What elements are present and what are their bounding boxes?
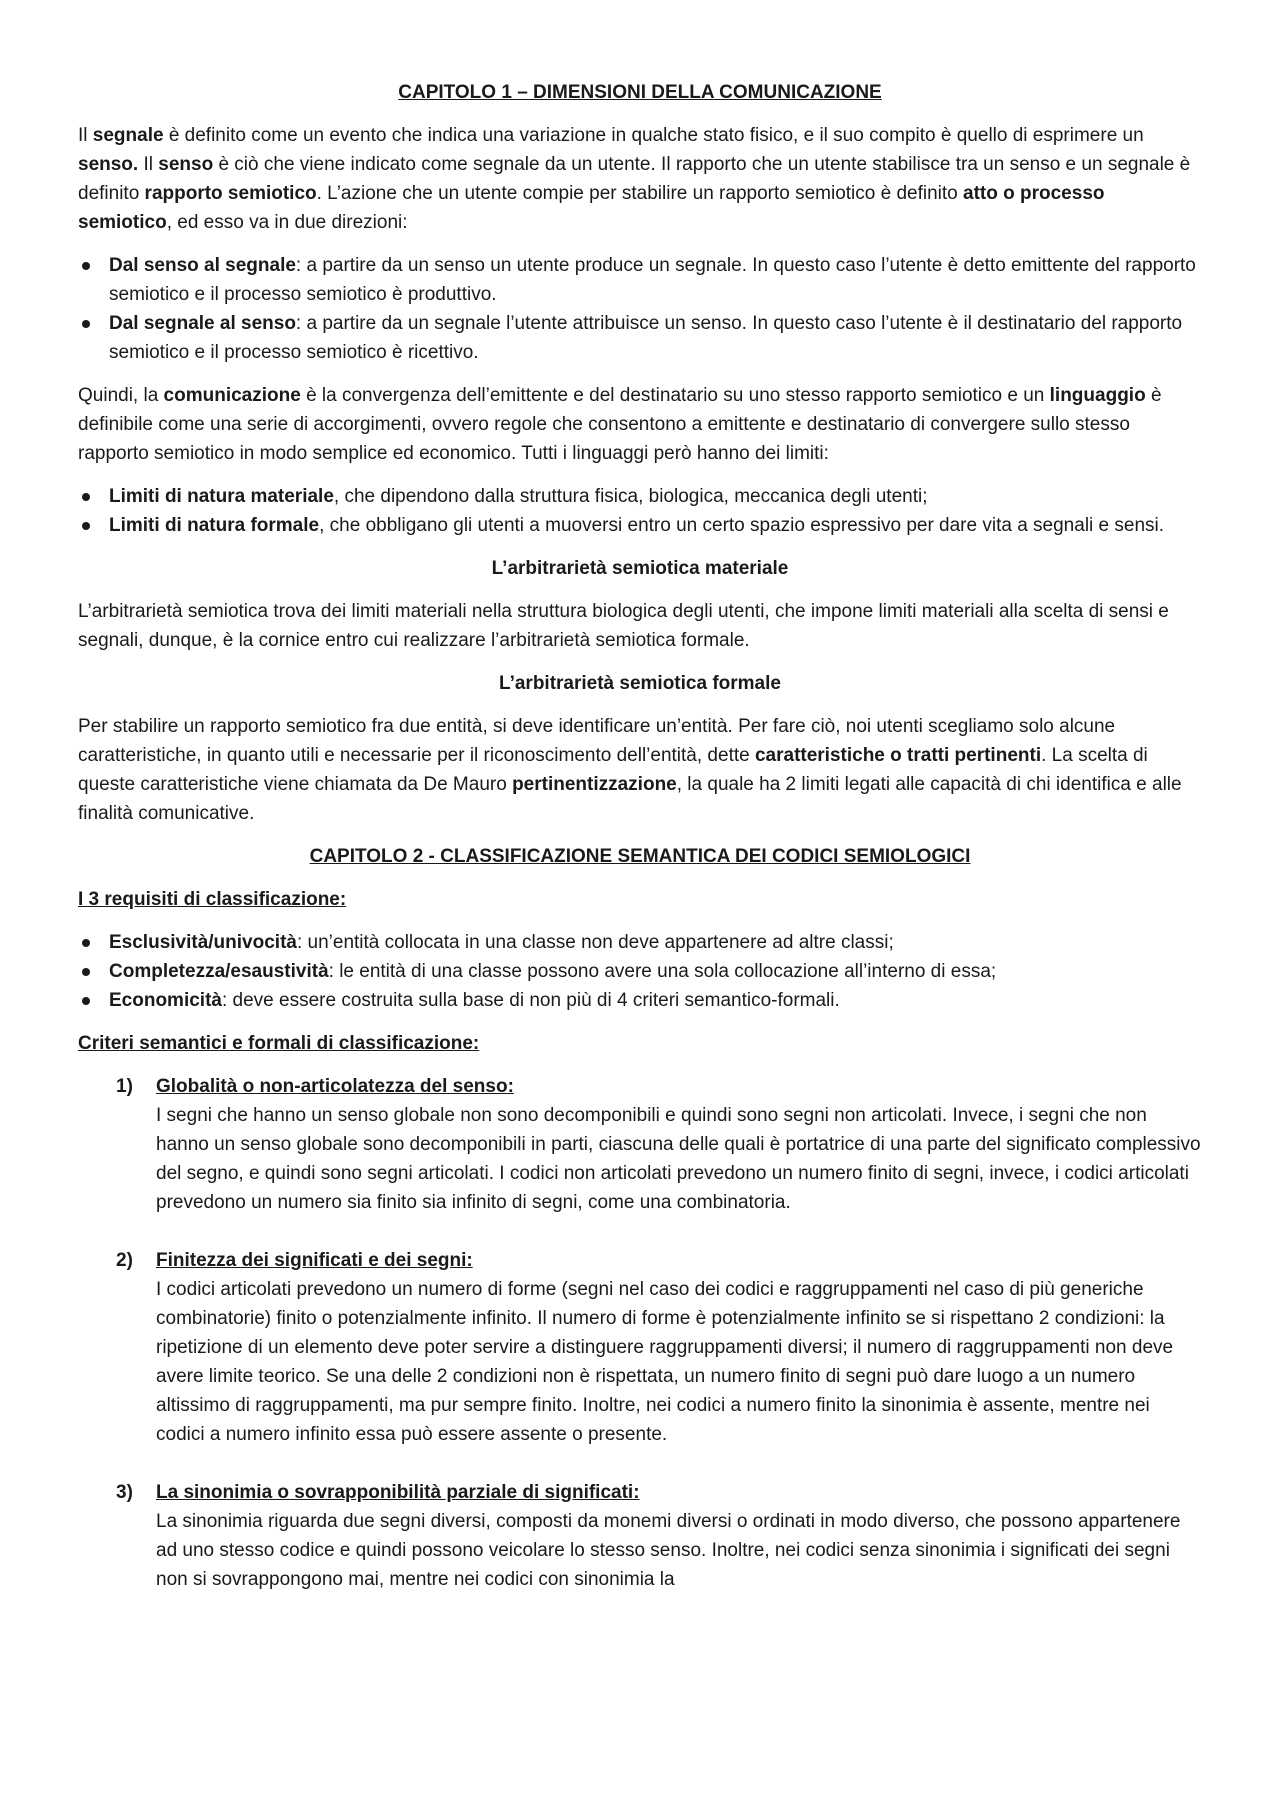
criterion-title: La sinonimia o sovrapponibilità parziale di significati: [156,1482,640,1503]
list-item: Completezza/esaustività: le entità di una classe possono avere una sola collocazione all’interno di essa; [78,957,1202,986]
bullet-icon [82,997,90,1005]
criterion-number: 1) [116,1076,133,1097]
criterion-text: I segni che hanno un senso globale non sono decomponibili e quindi sono segni non articolati. Invece, i segni che non hanno un senso globale sono decomponibili in parti, ciascuna delle quali è portatrice di una parte del significato complessivo del segno, e quindi sono segni articolati. I codici non articolati prevedono un numero finito di segni, invece, i codici articolati prevedono un numero sia finito sia infinito di segni, come una combinatoria. [156,1105,1201,1213]
requirements-label: I 3 requisiti di classificazione: [78,889,347,910]
criterion-title: Finitezza dei significati e dei segni: [156,1250,473,1271]
bullet-icon [82,262,90,270]
paragraph-material-arbitrariness: L’arbitrarietà semiotica trova dei limiti materiali nella struttura biologica degli utenti, che impone limiti materiali alla scelta di sensi e segnali, dunque, è la cornice entro cui realizzare l’arbitrarietà semiotica formale. [78,601,1169,651]
criterion-text: La sinonimia riguarda due segni diversi, composti da monemi diversi o ordinati in modo diverso, che possono appartenere ad uno stesso codice e quindi possono veicolare lo stesso senso. Inoltre, nei codici senza sinonimia i significati dei segni non si sovrappongono mai, mentre nei codici con sinonimia la [156,1511,1181,1590]
criterion-number: 2) [116,1250,133,1271]
bullet-icon [82,939,90,947]
requirements-list [78,928,1202,1015]
list-item: Limiti di natura formale, che obbligano gli utenti a muoversi entro un certo spazio espressivo per dare vita a segnali e sensi. [78,511,1202,540]
criterion-text: I codici articolati prevedono un numero di forme (segni nel caso dei codici e raggruppamenti nel caso di più generiche combinatorie) finito o potenzialmente infinito. Il numero di forme è potenzialmente infinito se si rispettano 2 condizioni: la ripetizione di un elemento deve poter servire a distinguere raggruppamenti diversi; il numero di raggruppamenti non deve avere limite teorico. Se una delle 2 condizioni non è rispettata, un numero finito di segni può dare luogo a un numero altissimo di raggruppamenti, ma pur sempre finito. Inoltre, nei codici a numero finito la sinonimia è assente, mentre nei codici a numero infinito essa può essere assente o presente. [156,1279,1174,1445]
criterion-item [78,1072,1202,1217]
list-item: Dal senso al segnale: a partire da un senso un utente produce un segnale. In questo caso l’utente è detto emittente del rapporto semiotico e il processo semiotico è produttivo. [78,251,1202,309]
bullet-icon [82,320,90,328]
section-heading-material: L’arbitrarietà semiotica materiale [491,558,789,579]
list-item: Dal segnale al senso: a partire da un segnale l’utente attribuisce un senso. In questo caso l’utente è il destinatario del rapporto semiotico e il processo semiotico è ricettivo. [78,309,1202,367]
criteria-label: Criteri semantici e formali di classificazione: [78,1033,480,1054]
chapter-1-heading: CAPITOLO 1 – DIMENSIONI DELLA COMUNICAZIONE [398,82,882,103]
bullet-icon [82,522,90,530]
criterion-number: 3) [116,1482,133,1503]
criterion-item [78,1246,1202,1449]
criterion-item [78,1478,1202,1594]
criterion-title: Globalità o non-articolatezza del senso: [156,1076,514,1097]
paragraph-formal-arbitrariness: Per stabilire un rapporto semiotico fra due entità, si deve identificare un’entità. Per fare ciò, noi utenti scegliamo solo alcune caratteristiche, in quanto utili e necessarie per il riconoscimento dell’entità, dette caratteristiche o tratti pertinenti. La scelta di queste caratteristiche viene chiamata da De Mauro pertinentizzazione, la quale ha 2 limiti legati alle capacità di chi identifica e alle finalità comunicative. [78,716,1182,824]
paragraph-communication: Quindi, la comunicazione è la convergenza dell’emittente e del destinatario su uno stesso rapporto semiotico e un linguaggio è definibile come una serie di accorgimenti, ovvero regole che consentono a emittente e destinatario di convergere sullo stesso rapporto semiotico in modo semplice ed economico. Tutti i linguaggi però hanno dei limiti: [78,385,1162,464]
semiotic-directions-list [78,251,1202,367]
language-limits-list [78,482,1202,540]
section-heading-formal: L’arbitrarietà semiotica formale [499,673,781,694]
paragraph-signal-definition: Il segnale è definito come un evento che indica una variazione in qualche stato fisico, e il suo compito è quello di esprimere un senso. Il senso è ciò che viene indicato come segnale da un utente. Il rapporto che un utente stabilisce tra un senso e un segnale è definito rapporto semiotico. L’azione che un utente compie per stabilire un rapporto semiotico è definito atto o processo semiotico, ed esso va in due direzioni: [78,125,1191,233]
bullet-icon [82,968,90,976]
list-item: Limiti di natura materiale, che dipendono dalla struttura fisica, biologica, meccanica degli utenti; [78,482,1202,511]
criteria-list [78,1072,1202,1594]
bullet-icon [82,493,90,501]
list-item: Economicità: deve essere costruita sulla base di non più di 4 criteri semantico-formali. [78,986,1202,1015]
list-item: Esclusività/univocità: un’entità collocata in una classe non deve appartenere ad altre classi; [78,928,1202,957]
chapter-2-heading: CAPITOLO 2 - CLASSIFICAZIONE SEMANTICA DEI CODICI SEMIOLOGICI [309,846,971,867]
